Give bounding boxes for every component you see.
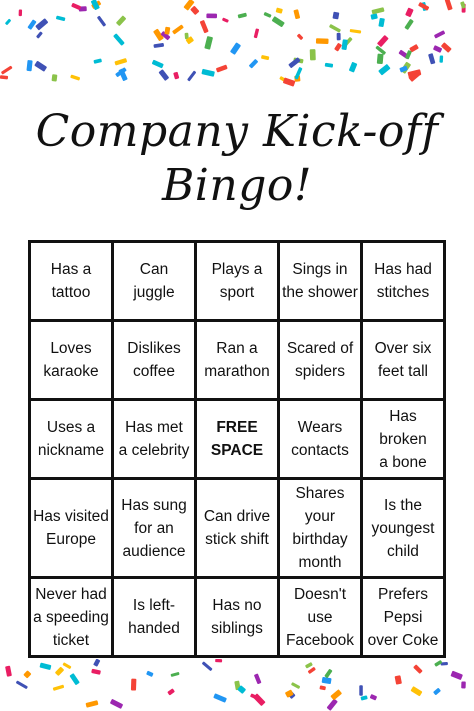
confetti-piece <box>158 69 169 81</box>
confetti-piece <box>377 54 384 65</box>
confetti-piece <box>204 36 213 50</box>
page-title-line1: Company Kick-off <box>35 106 439 157</box>
bingo-cell-over-six-feet-tall: Over six feet tall <box>363 322 443 398</box>
confetti-piece <box>187 70 196 81</box>
confetti-piece <box>272 16 285 27</box>
confetti-piece <box>5 19 12 26</box>
confetti-piece <box>206 14 217 19</box>
bingo-cell-has-broken-a-bone: Has broken a bone <box>363 401 443 477</box>
confetti-piece <box>324 669 332 679</box>
bingo-cell-dislikes-coffee: Dislikes coffee <box>114 322 194 398</box>
confetti-bottom <box>0 659 474 711</box>
bingo-cell-sings-in-shower: Sings in the shower <box>280 243 360 319</box>
confetti-piece <box>404 19 414 30</box>
page-title-line2: Bingo! <box>161 160 313 211</box>
confetti-piece <box>308 667 316 674</box>
confetti-piece <box>172 24 184 34</box>
bingo-cell-has-visited-europe: Has visited Europe <box>31 480 111 576</box>
confetti-piece <box>230 42 241 55</box>
confetti-piece <box>370 13 377 19</box>
confetti-piece <box>249 59 259 69</box>
confetti-piece <box>213 693 227 703</box>
confetti-piece <box>434 660 442 667</box>
confetti-piece <box>261 55 269 60</box>
confetti-piece <box>297 33 304 40</box>
confetti-piece <box>445 0 453 11</box>
confetti-piece <box>310 49 316 60</box>
confetti-piece <box>35 18 48 30</box>
confetti-piece <box>263 12 271 18</box>
confetti-piece <box>291 682 300 689</box>
bingo-cell-has-no-siblings: Has no siblings <box>197 579 277 655</box>
confetti-piece <box>201 69 215 77</box>
confetti-piece <box>69 673 79 685</box>
confetti-piece <box>434 30 446 38</box>
confetti-piece <box>116 15 127 26</box>
confetti-piece <box>413 664 423 674</box>
confetti-piece <box>39 663 51 671</box>
confetti-piece <box>334 43 342 52</box>
confetti-piece <box>325 63 334 68</box>
confetti-piece <box>152 60 164 69</box>
confetti-piece <box>36 31 43 38</box>
confetti-piece <box>341 39 347 50</box>
bingo-cell-ran-a-marathon: Ran a marathon <box>197 322 277 398</box>
confetti-piece <box>450 671 463 681</box>
confetti-piece <box>27 19 36 30</box>
bingo-cell-has-sung-for-audience: Has sung for an audience <box>114 480 194 576</box>
bingo-cell-never-had-speeding-ticket: Never had a speeding ticket <box>31 579 111 655</box>
confetti-piece <box>164 27 170 35</box>
confetti-piece <box>215 659 222 662</box>
confetti-piece <box>433 688 441 696</box>
confetti-piece <box>433 45 442 53</box>
confetti-piece <box>405 7 414 17</box>
confetti-piece <box>93 58 102 63</box>
confetti-piece <box>293 9 300 19</box>
confetti-piece <box>377 35 389 47</box>
confetti-piece <box>399 66 408 73</box>
confetti-piece <box>316 38 329 44</box>
confetti-piece <box>254 28 260 38</box>
confetti-piece <box>167 688 175 695</box>
confetti-piece <box>441 42 452 53</box>
bingo-cell-has-met-a-celebrity: Has met a celebrity <box>114 401 194 477</box>
confetti-piece <box>70 74 80 80</box>
confetti-piece <box>371 7 384 14</box>
confetti-piece <box>131 679 137 691</box>
confetti-piece <box>202 661 213 671</box>
confetti-piece <box>56 16 66 22</box>
confetti-piece <box>349 62 358 73</box>
confetti-piece <box>53 685 65 691</box>
confetti-piece <box>460 1 466 9</box>
confetti-piece <box>200 20 209 33</box>
confetti-piece <box>332 12 339 20</box>
confetti-piece <box>375 45 386 55</box>
confetti-piece <box>110 699 123 709</box>
confetti-piece <box>55 667 65 677</box>
confetti-piece <box>34 61 47 72</box>
bingo-cell-wears-contacts: Wears contacts <box>280 401 360 477</box>
confetti-piece <box>62 662 71 669</box>
confetti-piece <box>276 7 283 13</box>
confetti-piece <box>330 689 342 700</box>
bingo-cell-is-left-handed: Is left- handed <box>114 579 194 655</box>
confetti-piece <box>329 24 341 33</box>
confetti-top <box>0 0 474 90</box>
confetti-piece <box>461 681 466 688</box>
bingo-cell-plays-a-sport: Plays a sport <box>197 243 277 319</box>
confetti-piece <box>16 680 28 689</box>
confetti-piece <box>378 18 385 27</box>
confetti-piece <box>23 670 31 678</box>
bingo-cell-scared-of-spiders: Scared of spiders <box>280 322 360 398</box>
confetti-piece <box>170 672 179 677</box>
confetti-piece <box>113 33 125 46</box>
bingo-cell-prefers-pepsi: Prefers Pepsi over Coke <box>363 579 443 655</box>
bingo-cell-doesnt-use-facebook: Doesn't use Facebook <box>280 579 360 655</box>
confetti-piece <box>153 43 164 48</box>
bingo-cell-has-had-stitches: Has had stitches <box>363 243 443 319</box>
confetti-piece <box>395 675 402 684</box>
confetti-piece <box>114 58 127 66</box>
confetti-piece <box>283 77 296 86</box>
confetti-piece <box>93 659 100 667</box>
confetti-piece <box>410 686 422 696</box>
confetti-piece <box>327 698 338 710</box>
bingo-card <box>28 240 446 658</box>
confetti-piece <box>5 666 12 677</box>
confetti-piece <box>52 74 58 81</box>
confetti-piece <box>222 17 229 22</box>
confetti-piece <box>1 65 13 74</box>
confetti-piece <box>19 9 23 16</box>
bingo-cell-can-juggle: Can juggle <box>114 243 194 319</box>
confetti-piece <box>337 33 341 40</box>
confetti-piece <box>439 55 443 62</box>
bingo-cell-has-a-tattoo: Has a tattoo <box>31 243 111 319</box>
confetti-piece <box>0 75 8 79</box>
confetti-piece <box>86 700 99 708</box>
confetti-piece <box>319 685 326 690</box>
confetti-piece <box>173 72 179 80</box>
confetti-piece <box>370 694 378 701</box>
confetti-piece <box>146 671 154 677</box>
bingo-cell-shares-birthday-month: Shares your birthday month <box>280 480 360 576</box>
confetti-piece <box>360 695 367 700</box>
bingo-cell-uses-a-nickname: Uses a nickname <box>31 401 111 477</box>
confetti-piece <box>238 13 247 19</box>
confetti-piece <box>97 16 106 27</box>
confetti-piece <box>254 673 262 684</box>
bingo-cell-loves-karaoke: Loves karaoke <box>31 322 111 398</box>
confetti-piece <box>91 669 101 675</box>
bingo-cell-free-space: FREE SPACE <box>197 401 277 477</box>
confetti-piece <box>216 65 228 73</box>
confetti-piece <box>378 64 390 76</box>
confetti-piece <box>190 6 199 16</box>
confetti-piece <box>322 677 332 684</box>
confetti-piece <box>71 3 81 11</box>
confetti-piece <box>428 53 435 64</box>
confetti-piece <box>305 662 313 669</box>
confetti-piece <box>359 685 363 695</box>
confetti-piece <box>350 29 362 34</box>
bingo-cell-is-youngest-child: Is the youngest child <box>363 480 443 576</box>
bingo-cell-can-drive-stick-shift: Can drive stick shift <box>197 480 277 576</box>
confetti-piece <box>26 60 32 71</box>
